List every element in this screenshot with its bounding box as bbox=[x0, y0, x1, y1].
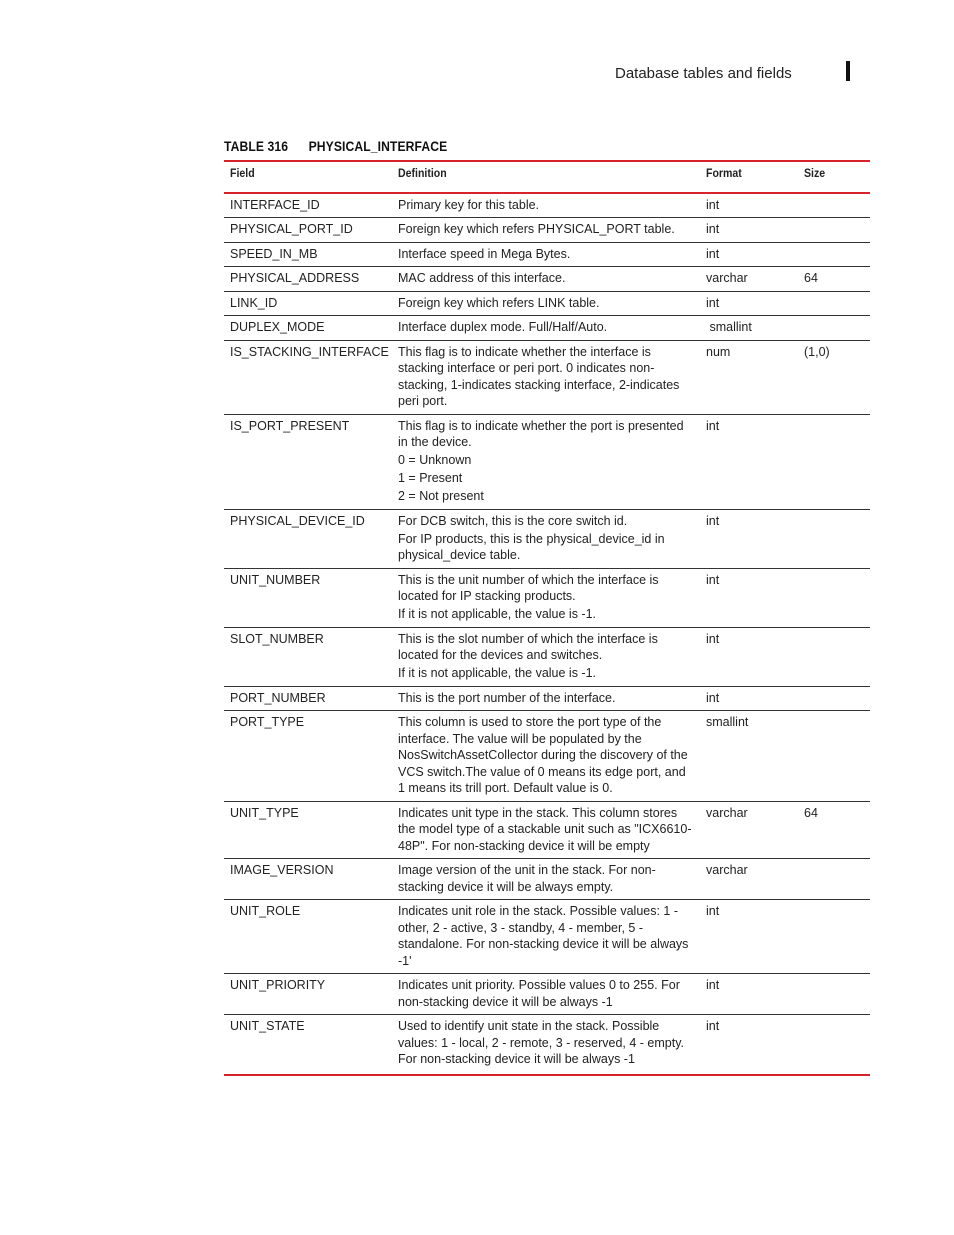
size-cell bbox=[798, 711, 870, 802]
definition-cell bbox=[392, 801, 700, 859]
definition-cell bbox=[392, 267, 700, 292]
table-row bbox=[224, 1015, 870, 1075]
table-row bbox=[224, 291, 870, 316]
column-header-size: Size bbox=[804, 166, 826, 180]
size-cell: 64 bbox=[798, 801, 870, 859]
definition-paragraph: This is the unit number of which the interface is located for IP stacking products. bbox=[398, 572, 659, 603]
definition-cell bbox=[392, 340, 700, 414]
table-row bbox=[224, 242, 870, 267]
definition-paragraph: Indicates unit type in the stack. This column stores the model type of a stackable unit such as "ICX6610-48P". For non-stacking device it will be empty bbox=[398, 805, 692, 853]
table-row bbox=[224, 568, 870, 627]
definition-paragraph: Image version of the unit in the stack. For non-stacking device it will be always empty. bbox=[398, 863, 656, 894]
table-row bbox=[224, 340, 870, 414]
definition-paragraph: If it is not applicable, the value is -1. bbox=[398, 666, 597, 680]
format-cell: int bbox=[700, 1015, 798, 1075]
definition-cell bbox=[392, 509, 700, 568]
field-name-cell: PORT_TYPE bbox=[224, 711, 392, 802]
field-name-cell: PHYSICAL_DEVICE_ID bbox=[224, 509, 392, 568]
format-cell: varchar bbox=[700, 267, 798, 292]
field-name-cell: PORT_NUMBER bbox=[224, 686, 392, 711]
format-cell: int bbox=[700, 291, 798, 316]
table-row bbox=[224, 193, 870, 218]
format-cell: int bbox=[700, 568, 798, 627]
field-name-cell: UNIT_STATE bbox=[224, 1015, 392, 1075]
definition-cell bbox=[392, 242, 700, 267]
definition-paragraph: This flag is to indicate whether the interface is stacking interface or peri port. 0 indicates non-stacking, 1-indicates stacking interface, 2-indicates peri port. bbox=[398, 344, 680, 408]
format-cell: int bbox=[700, 218, 798, 243]
table-caption bbox=[224, 139, 447, 154]
column-header-field: Field bbox=[230, 166, 255, 180]
column-header-format: Format bbox=[706, 166, 742, 180]
definition-cell bbox=[392, 291, 700, 316]
definition-paragraph: Interface speed in Mega Bytes. bbox=[398, 246, 571, 261]
column-header-definition: Definition bbox=[398, 166, 447, 180]
format-cell: int bbox=[700, 686, 798, 711]
running-header-bar bbox=[846, 61, 850, 81]
definition-paragraph: For DCB switch, this is the core switch id. bbox=[398, 513, 628, 528]
table-row bbox=[224, 627, 870, 686]
physical-interface-table bbox=[224, 160, 870, 1076]
table-row bbox=[224, 974, 870, 1015]
definition-cell bbox=[392, 218, 700, 243]
definition-paragraph: Used to identify unit state in the stack. Possible values: 1 - local, 2 - remote, 3 - reserved, 4 - empty. For non-stacking device it will be always -1 bbox=[398, 1019, 684, 1066]
definition-cell bbox=[392, 711, 700, 802]
field-name-cell: UNIT_NUMBER bbox=[224, 568, 392, 627]
size-cell: (1,0) bbox=[798, 340, 870, 414]
table-row bbox=[224, 218, 870, 243]
format-cell: int bbox=[700, 900, 798, 974]
table-row bbox=[224, 509, 870, 568]
field-name-cell: DUPLEX_MODE bbox=[224, 316, 392, 341]
table-number: TABLE 316 bbox=[224, 139, 289, 154]
definition-cell bbox=[392, 859, 700, 900]
format-cell: int bbox=[700, 414, 798, 509]
field-name-cell: IMAGE_VERSION bbox=[224, 859, 392, 900]
definition-paragraph: Indicates unit priority. Possible values 0 to 255. For non-stacking device it will be always -1 bbox=[398, 978, 680, 1009]
format-cell: int bbox=[700, 974, 798, 1015]
definition-paragraph: Foreign key which refers PHYSICAL_PORT table. bbox=[398, 222, 675, 236]
definition-cell bbox=[392, 1015, 700, 1075]
definition-paragraph: MAC address of this interface. bbox=[398, 271, 566, 285]
table-row bbox=[224, 801, 870, 859]
size-cell bbox=[798, 242, 870, 267]
field-name-cell: UNIT_ROLE bbox=[224, 900, 392, 974]
size-cell bbox=[798, 568, 870, 627]
definition-paragraph: Interface duplex mode. Full/Half/Auto. bbox=[398, 320, 608, 334]
table-row bbox=[224, 859, 870, 900]
size-cell bbox=[798, 627, 870, 686]
running-header-title: Database tables and fields bbox=[615, 65, 792, 82]
definition-cell bbox=[392, 974, 700, 1015]
definition-cell bbox=[392, 316, 700, 341]
definition-cell bbox=[392, 193, 700, 218]
size-cell bbox=[798, 218, 870, 243]
size-cell bbox=[798, 974, 870, 1015]
definition-paragraph: 2 = Not present bbox=[398, 489, 484, 503]
field-name-cell: UNIT_TYPE bbox=[224, 801, 392, 859]
definition-cell bbox=[392, 568, 700, 627]
format-cell: int bbox=[700, 509, 798, 568]
field-name-cell: IS_PORT_PRESENT bbox=[224, 414, 392, 509]
size-cell: 64 bbox=[798, 267, 870, 292]
size-cell bbox=[798, 686, 870, 711]
definition-paragraph: This column is used to store the port type of the interface. The value will be populated by the NosSwitchAssetCollector during the discovery of the VCS switch.The value of 0 means its edge port, and 1 means its trill port. Default value is 0. bbox=[398, 715, 688, 795]
definition-paragraph: If it is not applicable, the value is -1. bbox=[398, 607, 597, 621]
field-name-cell: PHYSICAL_PORT_ID bbox=[224, 218, 392, 243]
format-cell: int bbox=[700, 193, 798, 218]
definition-paragraph: For IP products, this is the physical_device_id in physical_device table. bbox=[398, 531, 665, 562]
format-cell: smallint bbox=[700, 711, 798, 802]
format-cell: varchar bbox=[700, 859, 798, 900]
table-header-row bbox=[224, 161, 870, 193]
definition-paragraph: Foreign key which refers LINK table. bbox=[398, 295, 600, 310]
definition-paragraph: This flag is to indicate whether the port is presented in the device. bbox=[398, 418, 684, 449]
size-cell bbox=[798, 509, 870, 568]
size-cell bbox=[798, 291, 870, 316]
definition-cell bbox=[392, 627, 700, 686]
size-cell bbox=[798, 1015, 870, 1075]
field-name-cell: LINK_ID bbox=[224, 291, 392, 316]
table-row bbox=[224, 267, 870, 292]
definition-paragraph: Primary key for this table. bbox=[398, 197, 540, 212]
table-row bbox=[224, 711, 870, 802]
definition-paragraph: Indicates unit role in the stack. Possible values: 1 - other, 2 - active, 3 - standby, 4 - member, 5 - standalone. For non-stacking device it will be always -1' bbox=[398, 904, 689, 968]
table-body bbox=[224, 193, 870, 1075]
definition-paragraph: 0 = Unknown bbox=[398, 453, 472, 467]
field-name-cell: SPEED_IN_MB bbox=[224, 242, 392, 267]
table-row bbox=[224, 900, 870, 974]
table-row bbox=[224, 316, 870, 341]
definition-cell bbox=[392, 900, 700, 974]
field-name-cell: PHYSICAL_ADDRESS bbox=[224, 267, 392, 292]
format-cell: num bbox=[700, 340, 798, 414]
format-cell: varchar bbox=[700, 801, 798, 859]
table-row bbox=[224, 414, 870, 509]
size-cell bbox=[798, 900, 870, 974]
format-cell: int bbox=[700, 627, 798, 686]
definition-paragraph: This is the port number of the interface. bbox=[398, 690, 616, 705]
size-cell bbox=[798, 859, 870, 900]
field-name-cell: UNIT_PRIORITY bbox=[224, 974, 392, 1015]
definition-cell bbox=[392, 686, 700, 711]
field-name-cell: SLOT_NUMBER bbox=[224, 627, 392, 686]
field-name-cell: INTERFACE_ID bbox=[224, 193, 392, 218]
format-cell: int bbox=[700, 242, 798, 267]
table-row bbox=[224, 686, 870, 711]
definition-cell bbox=[392, 414, 700, 509]
size-cell bbox=[798, 414, 870, 509]
definition-paragraph: This is the slot number of which the interface is located for the devices and switches. bbox=[398, 631, 658, 662]
size-cell bbox=[798, 193, 870, 218]
format-cell: smallint bbox=[700, 316, 798, 341]
definition-paragraph: 1 = Present bbox=[398, 471, 463, 485]
table-title: PHYSICAL_INTERFACE bbox=[308, 139, 448, 154]
field-name-cell: IS_STACKING_INTERFACE bbox=[224, 340, 392, 414]
size-cell bbox=[798, 316, 870, 341]
